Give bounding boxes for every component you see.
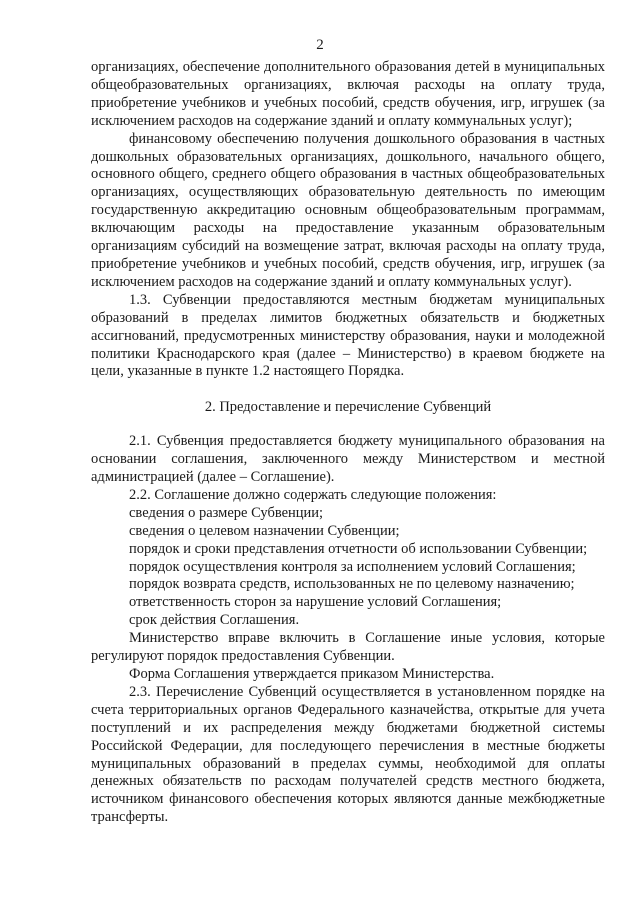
list-item: сведения о размере Субвенции; bbox=[129, 504, 324, 521]
paragraph: 1.3. Субвенции предоставляются местным бюджетам муниципальных образований в пределах лимитов бюджетных обязательств и бюджетных ассигнований, предусмотренных министерству образования, науки и молодежной политики Краснодарского края (далее – Министерство) в краевом бюджете на цели, указанные в пункте 1.2 настоящего Порядка. bbox=[91, 291, 605, 380]
list-item: порядок возврата средств, использованных не по целевому назначению; bbox=[129, 576, 575, 593]
paragraph: Форма Соглашения утверждается приказом Министерства. bbox=[129, 666, 495, 682]
paragraph: Министерство вправе включить в Соглашение иные условия, которые регулируют порядок предоставления Субвенции. bbox=[91, 630, 605, 665]
list-item: порядок осуществления контроля за исполнением условий Соглашения; bbox=[129, 558, 576, 575]
paragraph: 2.1. Субвенция предоставляется бюджету муниципального образования на основании соглашения, заключенного между Министерством и местной администрацией (далее – Соглашение). bbox=[91, 433, 605, 486]
list-item: порядок и сроки представления отчетности об использовании Субвенции; bbox=[129, 540, 588, 557]
paragraph: 2.3. Перечисление Субвенций осуществляется в установленном порядке на счета территориальных органов Федерального казначейства, открытые для учета поступлений и их распределения между бюджетами бюджетной системы Российской Федерации, для последующего перечисления в местные бюджеты муниципальных образований в пределах суммы, необходимой для оплаты денежных обязательств по расходам получателей средств местного бюджета, источником финансового обеспечения которых являются данные межбюджетные трансферты. bbox=[91, 683, 605, 826]
paragraph: финансовому обеспечению получения дошкольного образования в частных дошкольных образовательных организациях, дошкольного, начального общего, основного общего, среднего общего образования в частных общеобразовательных организациях, осуществляющих образовательную деятельность по имеющим государственную аккредитацию основным общеобразовательным программам, включающим расходы на предоставление указанным образовательным организациям субсидий на возмещение затрат, включая расходы на оплату труда, приобретение учебников и учебных пособий, средств обучения, игр, игрушек (за исключением расходов на содержание зданий и оплату коммунальных услуг). bbox=[91, 130, 605, 290]
page-number: 2 bbox=[316, 37, 324, 53]
list-item: срок действия Соглашения. bbox=[129, 612, 300, 629]
paragraph: 2.2. Соглашение должно содержать следующие положения: bbox=[129, 486, 497, 503]
list-item: ответственность сторон за нарушение условий Соглашения; bbox=[129, 594, 502, 611]
document-body bbox=[91, 59, 605, 827]
list-item: сведения о целевом назначении Субвенции; bbox=[129, 522, 400, 539]
paragraph: организациях, обеспечение дополнительного образования детей в муниципальных общеобразовательных организациях, включая расходы на оплату труда, приобретение учебников и учебных пособий, средств обучения, игр, игрушек (за исключением расходов на содержание зданий и оплату коммунальных услуг); bbox=[91, 59, 605, 129]
section-heading: 2. Предоставление и перечисление Субвенций bbox=[204, 399, 492, 416]
